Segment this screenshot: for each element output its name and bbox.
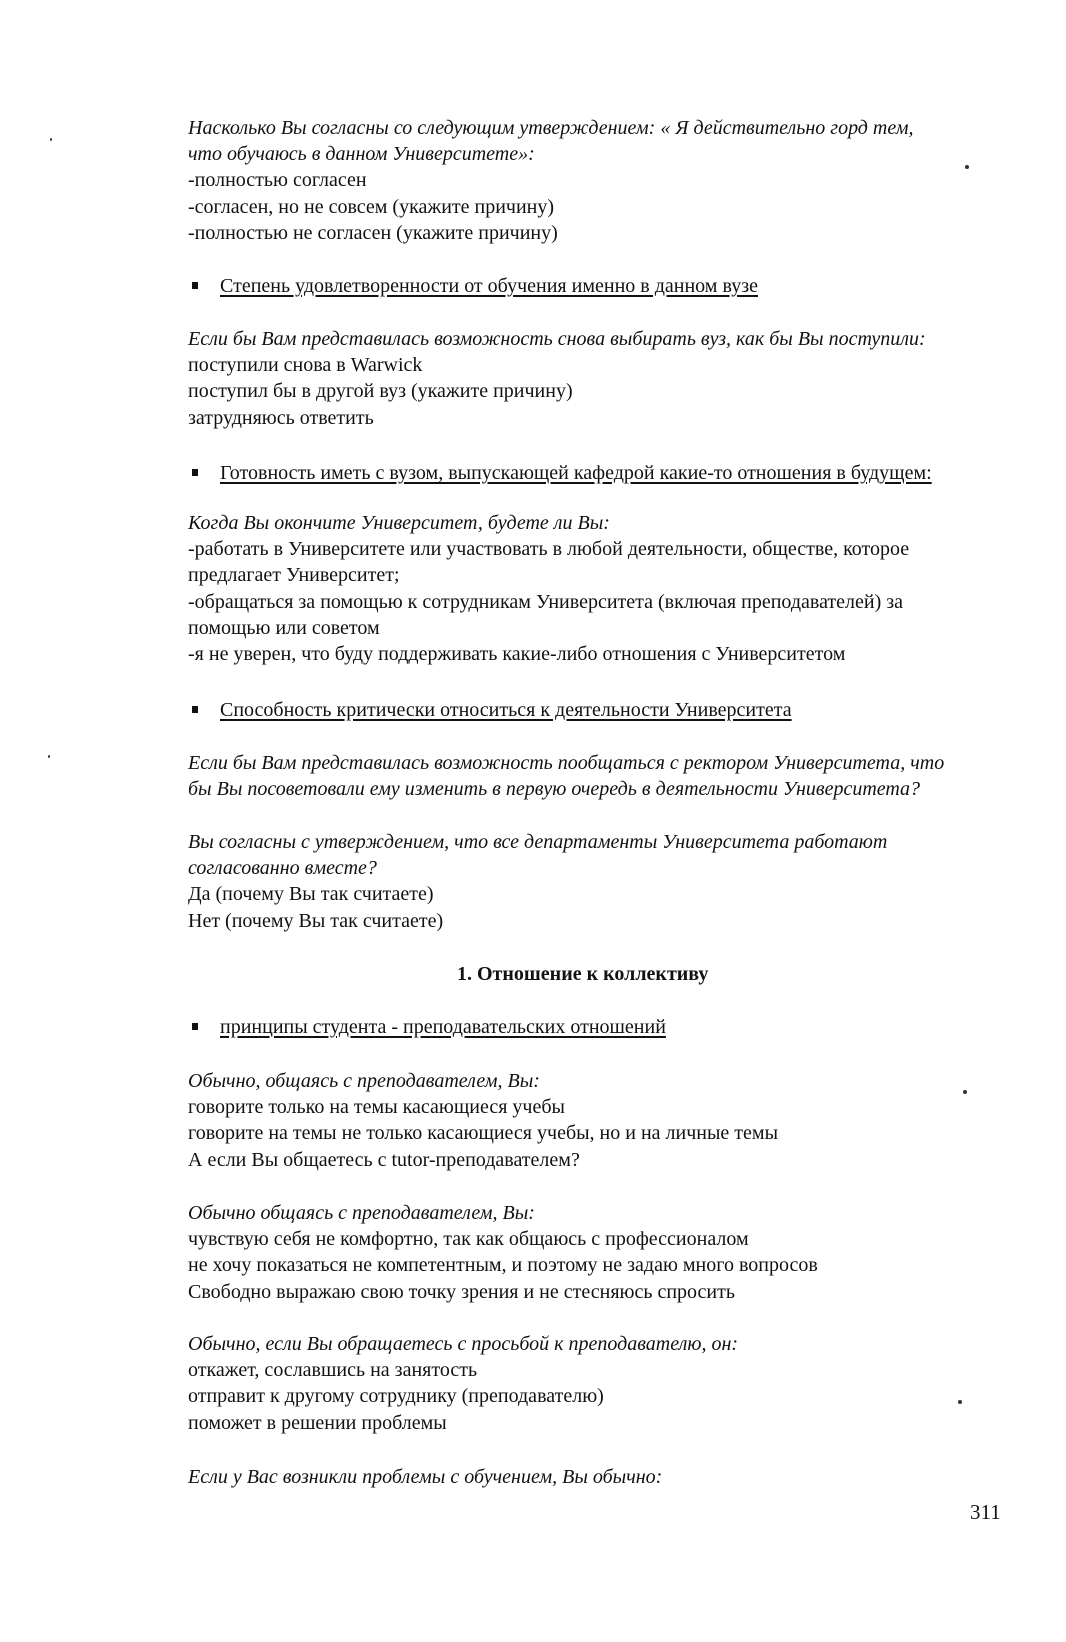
scan-speck [958, 1400, 962, 1404]
question-text: бы Вы посоветовали ему изменить в первую очередь в деятельности Университета? [188, 778, 921, 801]
question-text: Если у Вас возникли проблемы с обучением, Вы обычно: [188, 1466, 663, 1488]
bullet-icon [192, 282, 198, 289]
question-text: Когда Вы окончите Университет, будете ли Вы: [188, 512, 610, 534]
answer-option: Нет (почему Вы так считаете) [188, 909, 444, 932]
question-problems [188, 1464, 1028, 1490]
answer-option: помощью или советом [188, 616, 380, 639]
question-text: Обычно общаясь с преподавателем, Вы: [188, 1202, 535, 1224]
answer-option: -обращаться за помощью к сотрудникам Университета (включая преподавателей) за [188, 590, 904, 613]
answer-option: -согласен, но не совсем (укажите причину) [188, 195, 555, 218]
question-after-graduation [188, 510, 1028, 667]
section-bullet-future-relations [192, 460, 932, 486]
bullet-icon [192, 706, 198, 713]
scan-speck [963, 1090, 967, 1094]
bullet-text: Степень удовлетворенности от обучения именно в данном вузе [220, 275, 758, 297]
bullet-text: Готовность иметь с вузом, выпускающей кафедрой какие-то отношения в будущем: [220, 462, 932, 484]
answer-option: -работать в Университете или участвовать в любой деятельности, обществе, которое [188, 538, 910, 561]
question-text: Если бы Вам представилась возможность снова выбирать вуз, как бы Вы поступили: [188, 328, 926, 350]
bullet-icon [192, 1023, 198, 1030]
question-text: Обычно, общаясь с преподавателем, Вы: [188, 1070, 540, 1092]
answer-option: откажет, сославшись на занятость [188, 1359, 478, 1382]
answer-option: поступил бы в другой вуз (укажите причину) [188, 380, 573, 403]
section-bullet-satisfaction [192, 273, 758, 299]
answer-option: поможет в решении проблемы [188, 1411, 447, 1434]
answer-option: Свободно выражаю свою точку зрения и не стесняюсь спросить [188, 1280, 735, 1303]
question-text: что обучаюсь в данном Университете»: [188, 143, 535, 166]
bullet-text: Способность критически относиться к деятельности Университета [220, 699, 792, 721]
question-comfort [188, 1200, 1028, 1305]
answer-option: не хочу показаться не компетентным, и поэтому не задаю много вопросов [188, 1254, 818, 1277]
scan-speck [50, 138, 52, 141]
question-text: Если бы Вам представилась возможность пообщаться с ректором Университета, что [188, 752, 945, 774]
answer-option: затрудняюсь ответить [188, 406, 374, 429]
answer-option: А если Вы общаетесь с tutor-преподавателем? [188, 1148, 580, 1171]
section-bullet-critical [192, 697, 792, 723]
answer-option: -полностью согласен [188, 169, 367, 192]
bullet-icon [192, 469, 198, 476]
answer-option: чувствую себя не комфортно, так как общаюсь с профессионалом [188, 1228, 749, 1251]
answer-option: -я не уверен, что буду поддерживать какие-либо отношения с Университетом [188, 643, 846, 666]
page-number: 311 [970, 1500, 1001, 1524]
answer-option: поступили снова в Warwick [188, 354, 423, 377]
section-heading: 1. Отношение к коллективу [457, 963, 709, 985]
question-departments [188, 829, 1028, 934]
question-text: Насколько Вы согласны со следующим утверждением: « Я действительно горд тем, [188, 117, 914, 139]
question-rector [188, 750, 1028, 802]
answer-option: говорите только на темы касающиеся учебы [188, 1096, 565, 1119]
question-topics [188, 1068, 1028, 1173]
question-text: согласованно вместе? [188, 857, 377, 880]
question-pride [188, 115, 1028, 246]
answer-option: говорите на темы не только касающиеся учебы, но и на личные темы [188, 1122, 779, 1145]
question-choose-again [188, 326, 1028, 431]
section-bullet-student-teacher [192, 1014, 666, 1040]
answer-option: предлагает Университет; [188, 564, 400, 587]
question-text: Обычно, если Вы обращаетесь с просьбой к преподавателю, он: [188, 1333, 739, 1355]
bullet-text: принципы студента - преподавательских отношений [220, 1016, 666, 1038]
answer-option: -полностью не согласен (укажите причину) [188, 221, 558, 244]
scan-speck [965, 165, 969, 169]
question-request [188, 1331, 1028, 1436]
answer-option: Да (почему Вы так считаете) [188, 883, 434, 906]
question-text: Вы согласны с утверждением, что все департаменты Университета работают [188, 831, 888, 853]
answer-option: отправит к другому сотруднику (преподавателю) [188, 1385, 604, 1408]
scan-speck [48, 755, 50, 758]
